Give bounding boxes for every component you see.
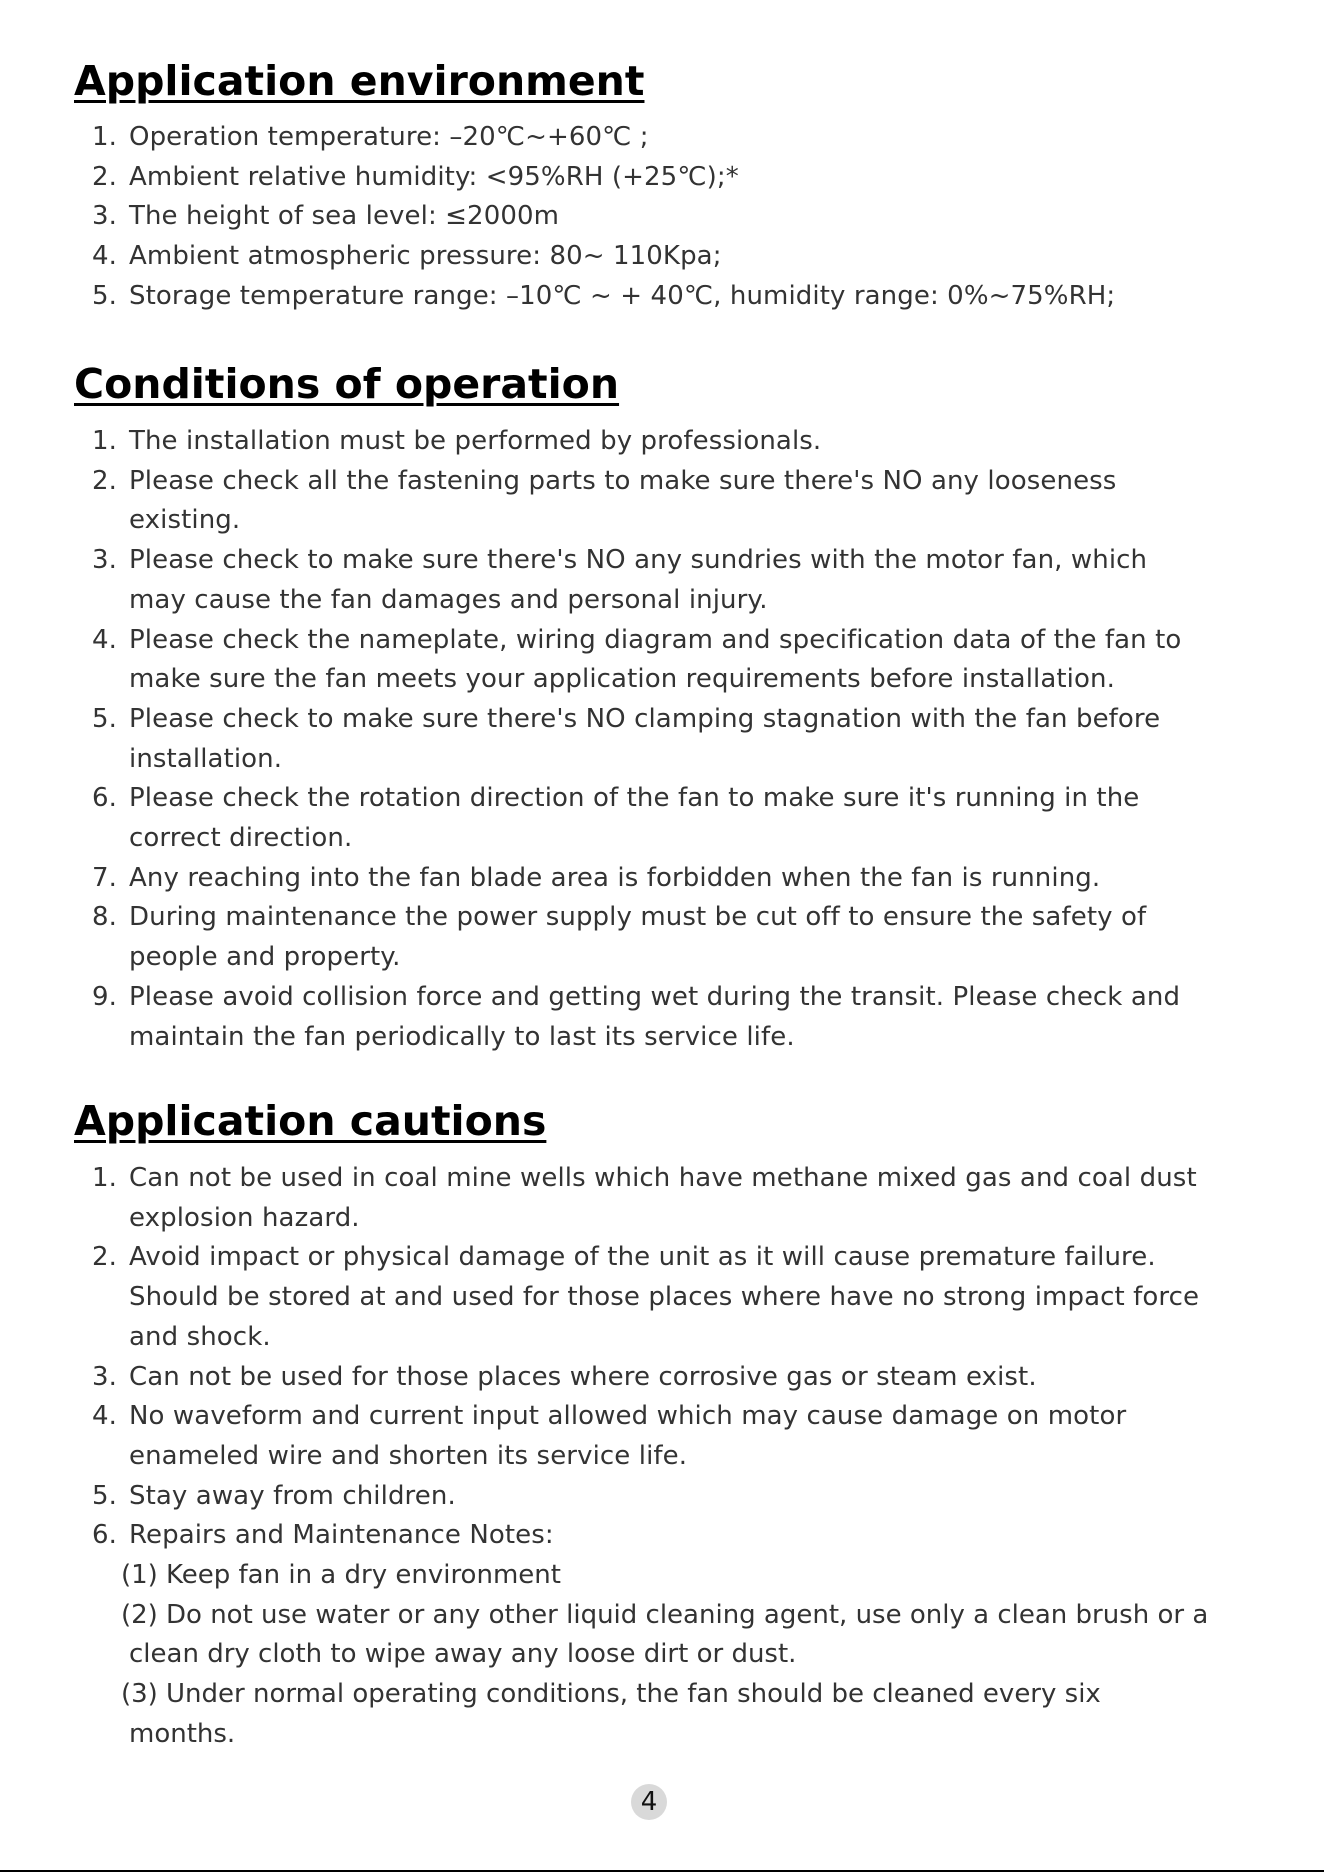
list-item: 4. Please check the nameplate, wiring diagram and specification data of the fan to make sure the fan meets your application requirements before installation.: [92, 624, 1182, 695]
list-item: 1. Operation temperature: –20℃~+60℃ ;: [92, 122, 649, 152]
list-item: 2. Ambient relative humidity: <95%RH (+25℃);*: [92, 161, 739, 192]
list-item: 7. Any reaching into the fan blade area is forbidden when the fan is running.: [92, 862, 1101, 893]
list-item: 5. Stay away from children.: [92, 1480, 456, 1511]
list-item: 5. Storage temperature range: –10℃ ~ + 40℃, humidity range: 0%~75%RH;: [92, 280, 1116, 311]
application-cautions-list: [92, 1159, 1212, 1755]
list-item: 4. No waveform and current input allowed which may cause damage on motor enameled wire and shorten its service life.: [92, 1401, 1127, 1471]
list-item: 3. The height of sea level: ≤2000m: [92, 201, 560, 232]
list-item: 5. Please check to make sure there's NO clamping stagnation with the fan before installation.: [92, 703, 1161, 774]
sub-list-item: (3) Under normal operating conditions, the fan should be cleaned every six months.: [121, 1679, 1101, 1749]
heading-application-cautions: Application cautions: [74, 1097, 547, 1145]
list-item: 3. Can not be used for those places where corrosive gas or steam exist.: [92, 1361, 1037, 1392]
heading-application-environment: Application environment: [74, 57, 645, 105]
list-item: 1. Can not be used in coal mine wells which have methane mixed gas and coal dust explosion hazard.: [92, 1163, 1197, 1233]
list-item: 1. The installation must be performed by professionals.: [92, 426, 822, 456]
list-item: 2. Avoid impact or physical damage of the unit as it will cause premature failure. Should be stored at and used for those places where have no strong impact force and shock.: [92, 1242, 1200, 1352]
page-number: 4: [631, 1784, 667, 1820]
heading-conditions-of-operation: Conditions of operation: [74, 360, 620, 408]
application-environment-list: [92, 118, 1212, 317]
sub-list-item: (1) Keep fan in a dry environment: [121, 1560, 561, 1591]
list-item: 4. Ambient atmospheric pressure: 80~ 110Kpa;: [92, 241, 722, 272]
list-item: 3. Please check to make sure there's NO any sundries with the motor fan, which may cause the fan damages and personal injury.: [92, 545, 1148, 615]
list-item: 6. Please check the rotation direction of the fan to make sure it's running in the correct direction.: [92, 783, 1140, 854]
conditions-of-operation-list: [92, 422, 1212, 1057]
list-item: 6. Repairs and Maintenance Notes:: [92, 1520, 554, 1551]
list-item: 9. Please avoid collision force and getting wet during the transit. Please check and maintain the fan periodically to last its service life.: [92, 981, 1181, 1052]
list-item: 2. Please check all the fastening parts to make sure there's NO any looseness existing.: [92, 465, 1117, 536]
list-item: 8. During maintenance the power supply must be cut off to ensure the safety of people and property.: [92, 902, 1147, 973]
sub-list-item: (2) Do not use water or any other liquid cleaning agent, use only a clean brush or a clean dry cloth to wipe away any loose dirt or dust.: [121, 1599, 1209, 1670]
